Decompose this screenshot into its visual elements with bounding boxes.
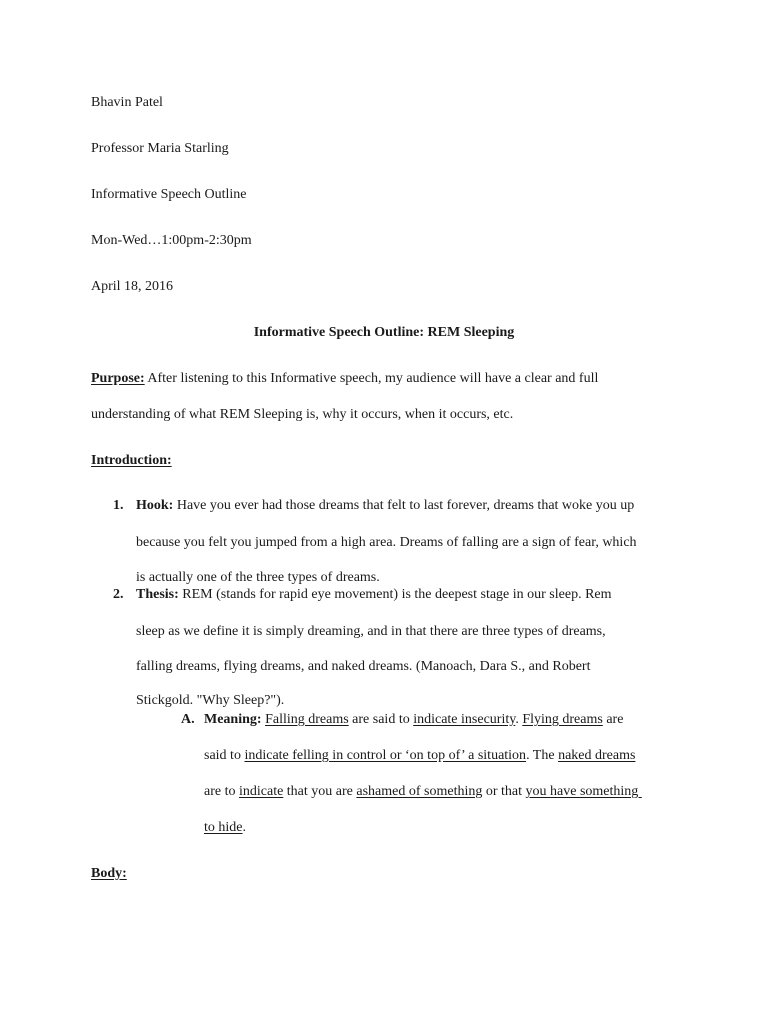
professor-name: Professor Maria Starling: [91, 141, 229, 156]
thesis-line-3: falling dreams, flying dreams, and naked dreams. (Manoach, Dara S., and Robert: [136, 659, 591, 674]
document-title: Informative Speech Outline: REM Sleeping: [253, 325, 515, 340]
meaning-l3-u1: indicate: [238, 784, 284, 799]
meaning-label: Meaning:: [204, 712, 262, 727]
meaning-l1-u2: indicate insecurity: [413, 712, 516, 727]
meaning-l2-a: said to: [204, 748, 245, 763]
meaning-line-2: [204, 748, 635, 764]
class-schedule: Mon-Wed…1:00pm-2:30pm: [91, 233, 252, 248]
meaning-l3-a: are to: [204, 784, 239, 799]
meaning-l1-u1: Falling dreams: [265, 712, 349, 727]
thesis-line-2: sleep as we define it is simply dreaming, and in that there are three types of dreams,: [136, 624, 606, 639]
meaning-letter: A.: [181, 712, 195, 727]
meaning-l4-a: .: [242, 820, 246, 835]
thesis-number: 2.: [113, 587, 124, 602]
hook-line-1: [136, 498, 634, 514]
meaning-l1-b: are said to: [348, 712, 414, 727]
body-heading: Body:: [91, 866, 127, 881]
meaning-l1-u3: Flying dreams: [522, 712, 603, 727]
hook-line-2: because you felt you jumped from a high area. Dreams of falling are a sign of fear, which: [136, 535, 637, 550]
meaning-line-1: [204, 712, 623, 728]
purpose-label: Purpose:: [91, 371, 145, 386]
meaning-l3-u3: you have something: [525, 784, 642, 799]
meaning-l1-d: are: [602, 712, 624, 727]
meaning-l3-c: or that: [482, 784, 526, 799]
author-name: Bhavin Patel: [91, 95, 163, 110]
introduction-heading: Introduction:: [91, 453, 172, 468]
meaning-l2-u1: indicate felling in control or ‘on top of’ a situation: [244, 748, 527, 763]
document-date: April 18, 2016: [91, 279, 174, 294]
thesis-label: Thesis:: [136, 587, 179, 602]
meaning-l3-u2: ashamed of something: [356, 784, 483, 799]
meaning-line-4: [204, 820, 246, 836]
hook-text-1: Have you ever had those dreams that felt to last forever, dreams that woke you up: [173, 498, 635, 513]
hook-line-3: is actually one of the three types of dreams.: [136, 570, 380, 585]
purpose-text-1: After listening to this Informative speech, my audience will have a clear and full: [144, 371, 599, 386]
purpose-line-2: understanding of what REM Sleeping is, why it occurs, when it occurs, etc.: [91, 407, 514, 422]
meaning-l2-b: . The: [526, 748, 559, 763]
meaning-l1-c: .: [515, 712, 523, 727]
meaning-l3-b: that you are: [283, 784, 357, 799]
thesis-text-1: REM (stands for rapid eye movement) is the deepest stage in our sleep. Rem: [178, 587, 612, 602]
hook-number: 1.: [113, 498, 124, 513]
thesis-line-1: [136, 587, 612, 603]
purpose-line-1: [91, 371, 598, 387]
meaning-l2-u2: naked dreams: [558, 748, 636, 763]
hook-label: Hook:: [136, 498, 174, 513]
meaning-line-3: [204, 784, 642, 800]
assignment-name: Informative Speech Outline: [91, 187, 247, 202]
meaning-l4-u1: to hide: [204, 820, 243, 835]
thesis-line-4: Stickgold. "Why Sleep?").: [136, 693, 285, 708]
